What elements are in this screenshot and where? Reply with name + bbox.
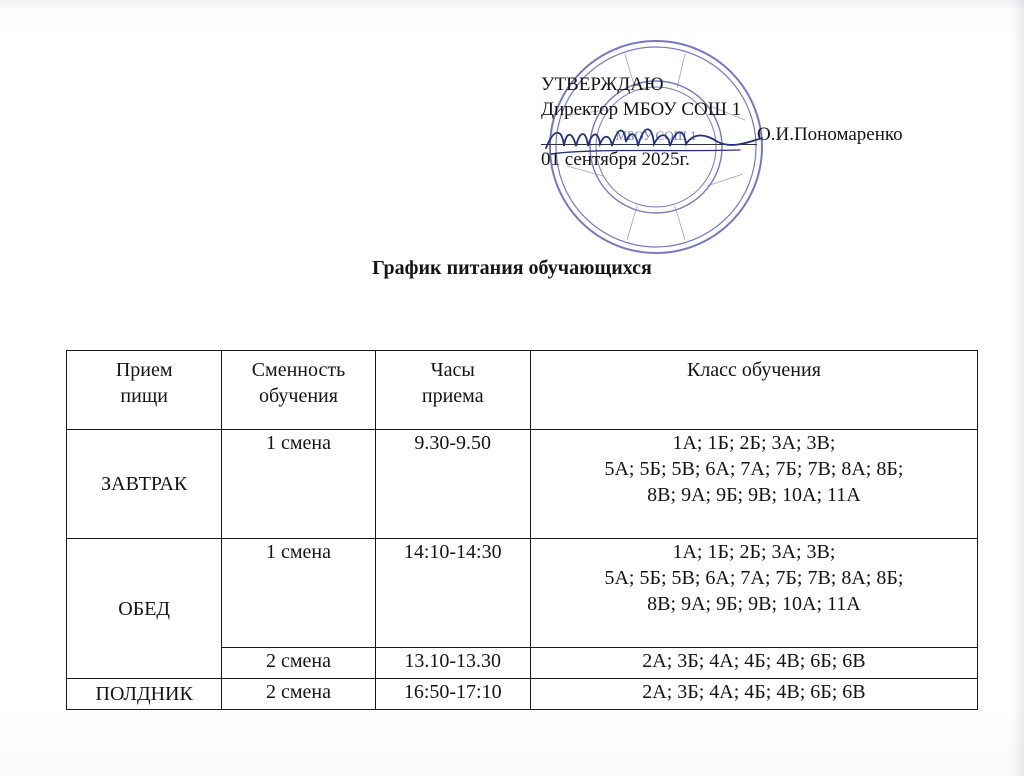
cell-meal: ЗАВТРАК: [67, 430, 222, 539]
classes-line: 2А; 3Б; 4А; 4Б; 4В; 6Б; 6В: [642, 681, 866, 703]
cell-classes: [530, 430, 977, 539]
header-shift-line1: Сменность: [251, 359, 346, 381]
table-row: [67, 679, 978, 710]
cell-hours: 16:50-17:10: [375, 679, 530, 710]
header-shift-line2: обучения: [258, 385, 338, 407]
meal-schedule-table: [66, 350, 978, 710]
header-classes-line1: Класс обучения: [686, 359, 821, 381]
classes-line: 5А; 5Б; 5В; 6А; 7А; 7Б; 7В; 8А; 8Б;: [604, 458, 904, 480]
table-row: [67, 539, 978, 648]
director-signature: [540, 118, 770, 162]
header-classes: [530, 351, 977, 430]
cell-hours: 13.10-13.30: [375, 648, 530, 679]
header-hours-line1: Часы: [430, 359, 475, 381]
seal-center-text: МБОУ СОШ 1: [615, 128, 697, 143]
header-hours: [375, 351, 530, 430]
cell-classes: [530, 539, 977, 648]
table-row: [67, 430, 978, 539]
classes-line: 1А; 1Б; 2Б; 3А; 3В;: [672, 541, 836, 563]
header-meal-line1: Прием: [115, 359, 173, 381]
classes-line: 2А; 3Б; 4А; 4Б; 4В; 6Б; 6В: [642, 650, 866, 672]
cell-shift: 2 смена: [222, 679, 375, 710]
cell-classes: [530, 648, 977, 679]
approval-heading: УТВЕРЖДАЮ: [541, 74, 664, 95]
approval-position: Директор МБОУ СОШ 1: [541, 99, 742, 120]
classes-line: 8В; 9А; 9Б; 9В; 10А; 11А: [647, 593, 861, 615]
header-hours-line2: приема: [421, 385, 484, 407]
approval-signer-name: О.И.Пономаренко: [757, 124, 903, 145]
classes-line: 5А; 5Б; 5В; 6А; 7А; 7Б; 7В; 8А; 8Б;: [604, 567, 904, 589]
header-meal: [67, 351, 222, 430]
cell-hours: 9.30-9.50: [375, 430, 530, 539]
header-meal-line2: пищи: [120, 385, 168, 407]
header-shift: [222, 351, 375, 430]
document-title: График питания обучающихся: [372, 257, 652, 279]
cell-classes: [530, 679, 977, 710]
approval-date: 01 сентября 2025г.: [541, 149, 690, 170]
page-edge-shadow: [1010, 0, 1024, 776]
cell-meal: ОБЕД: [67, 539, 222, 679]
table-header-row: [67, 351, 978, 430]
cell-hours: 14:10-14:30: [375, 539, 530, 648]
cell-meal: ПОЛДНИК: [67, 679, 222, 710]
cell-shift: 2 смена: [222, 648, 375, 679]
classes-line: 8В; 9А; 9Б; 9В; 10А; 11А: [647, 484, 861, 506]
classes-line: 1А; 1Б; 2Б; 3А; 3В;: [672, 432, 836, 454]
cell-shift: 1 смена: [222, 430, 375, 539]
cell-shift: 1 смена: [222, 539, 375, 648]
